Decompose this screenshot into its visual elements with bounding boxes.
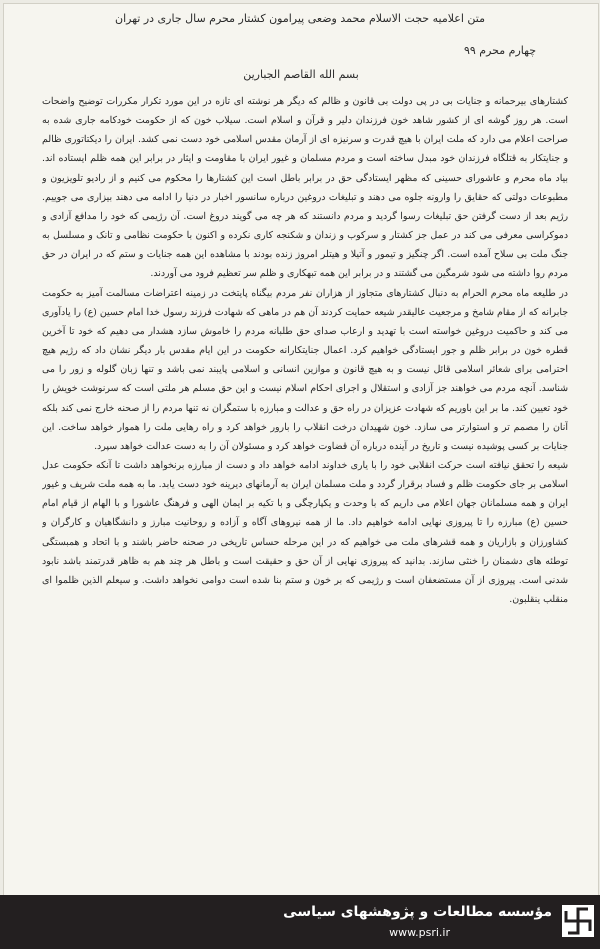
psri-logo-icon bbox=[562, 905, 594, 937]
document-header: متن اعلامیه حجت الاسلام محمد وضعی پیرامون کشتار محرم سال جاری در تهران bbox=[115, 12, 485, 25]
bismillah-heading: بسم الله القاصم الجبارین bbox=[243, 68, 359, 81]
document-page bbox=[3, 3, 599, 897]
body-paragraph: کشتارهای بیرحمانه و جنایات بی در پی دولت بی قانون و ظالم که دیگر هر نوشته ای تازه در این مورد تکرار مکررات توضیح واضحات است. هر روز گوشه ای از کشور شاهد خون فرزندان دلیر و قرآن و اسلام است. سیلاب خون که از حکومت خودکامه جاری شده به صراحت اعلام می دارد که ملت ایران با هیچ قدرت و سرنیزه ای از آرمان مقدس اسلامی خود دست نمی کشد. ایران را دیکتاتوری ظالم و جنایتکار به قتلگاه فرزندان خود مبدل ساخته است و مردم مسلمان و غیور ایران با مقاومت و ایثار در برابر این همه ظلم ایستاده اند. بیاد ماه محرم و عاشورای حسینی که مظهر ایستادگی حق در برابر باطل است این کشتارها را محکوم می کنیم و از رادیو تلویزیون و مطبوعات دولتی که حقایق را وارونه جلوه می دهند و تبلیغات دروغین درباره سانسور اخبار در دنیا را ادامه می دهند بیزاری می جوییم. رژیم بعد از دست گرفتن حق تبلیغات رسوا گردید و مردم دانستند که هر چه می گویند دروغ است. آن رژیمی که خود را مدافع آزادی و دموکراسی معرفی می کند در عمل جز کشتار و سرکوب و زندان و شکنجه کاری نکرده و اکنون با حکومت نظامی و تانک و مسلسل به جنگ ملت بی سلاح آمده است. اگر چنگیز و تیمور و آتیلا و هیتلر امروز زنده بودند با مشاهده این همه جنایات و ستم که در ایران در حق مردم روا داشته می شود شرمگین می گشتند و در برابر این همه تبهکاری و ظلم سر تعظیم فرود می آوردند. bbox=[42, 96, 568, 280]
document-date: چهارم محرم ۹۹ bbox=[463, 44, 536, 57]
institute-footer bbox=[0, 895, 600, 949]
document-body bbox=[42, 92, 568, 892]
institute-url[interactable]: www.psri.ir bbox=[389, 926, 450, 939]
body-paragraph: در طلیعه ماه محرم الحرام به دنبال کشتارهای متجاوز از هزاران نفر مردم بیگناه پایتخت در زمینه اعتراضات مسالمت آمیز به حکومت جابرانه که از مقام شامخ و مرجعیت عالیقدر شیعه حمایت کردند آن هم در ماهی که شهادت فرزند رسول خدا امام حسین (ع) را یادآوری می کند و حاکمیت دروغین خواسته است با تهدید و ارعاب صدای حق طلبانه مردم را خاموش سازد هشدار می دهیم که خود تا آخرین قطره خون در برابر ظلم و جور ایستادگی خواهیم کرد. اعمال جنایتکارانه حکومت در این ایام مقدس بار دیگر نشان داد که رژیم هیچ احترامی برای شعائر اسلامی قائل نیست و به هیچ قانون و موازین انسانی و اسلامی پایبند نمی باشد و تنها زبان گلوله و زور را می شناسد. آنچه مردم می خواهند جز آزادی و استقلال و اجرای احکام اسلام نیست و این حق مسلم هر ملتی است که سرنوشت خویش را خود تعیین کند. ما بر این باوریم که شهادت عزیزان در راه حق و عدالت و مبارزه با ستمگران نه تنها مردم را از صحنه خارج نمی کند بلکه آنان را مصمم تر و استوارتر می سازد. خون شهیدان درخت انقلاب را بارور خواهد کرد و راه رهایی ملت را هموار خواهد ساخت. این جنایات بر کسی پوشیده نیست و تاریخ در آینده درباره آن قضاوت خواهد کرد و مسئولان آن را به دست عدالت خواهد سپرد. bbox=[42, 287, 568, 452]
institute-name: مؤسسه مطالعات و پژوهشهای سیاسی bbox=[283, 904, 552, 920]
body-paragraph: شیعه را تحقق نیافته است حرکت انقلابی خود را با یاری خداوند ادامه خواهد داد و دست از مبارزه برنخواهد داشت تا آنکه حکومت عدل اسلامی بر جای حکومت ظلم و فساد برقرار گردد و ملت مسلمان ایران به آرمانهای دیرینه خود دست یابد. ما به همه ملت شریف و غیور ایران و همه مسلمانان جهان اعلام می داریم که با وحدت و یکپارچگی و با تکیه بر ایمان الهی و فرهنگ عاشورا و با الهام از قیام امام حسین (ع) مبارزه را تا پیروزی نهایی ادامه خواهیم داد. ما از همه نیروهای آگاه و آزاده و روحانیت مبارز و دانشگاهیان و کارگران و کشاورزان و بازاریان و همه قشرهای ملت می خواهیم که در این مرحله حساس تاریخی در صحنه حاضر باشند و با اتحاد و همبستگی توطئه های دشمنان را خنثی سازند. بدانید که پیروزی نهایی از آن حق و حقیقت است و باطل هر چند هم به ظاهر قدرتمند باشد نابود شدنی است. پیروزی از آن مستضعفان است و رژیمی که بر خون و ستم بنا شده است دوامی نخواهد داشت. و سیعلم الذین ظلموا ای منقلب ینقلبون. bbox=[42, 459, 568, 606]
